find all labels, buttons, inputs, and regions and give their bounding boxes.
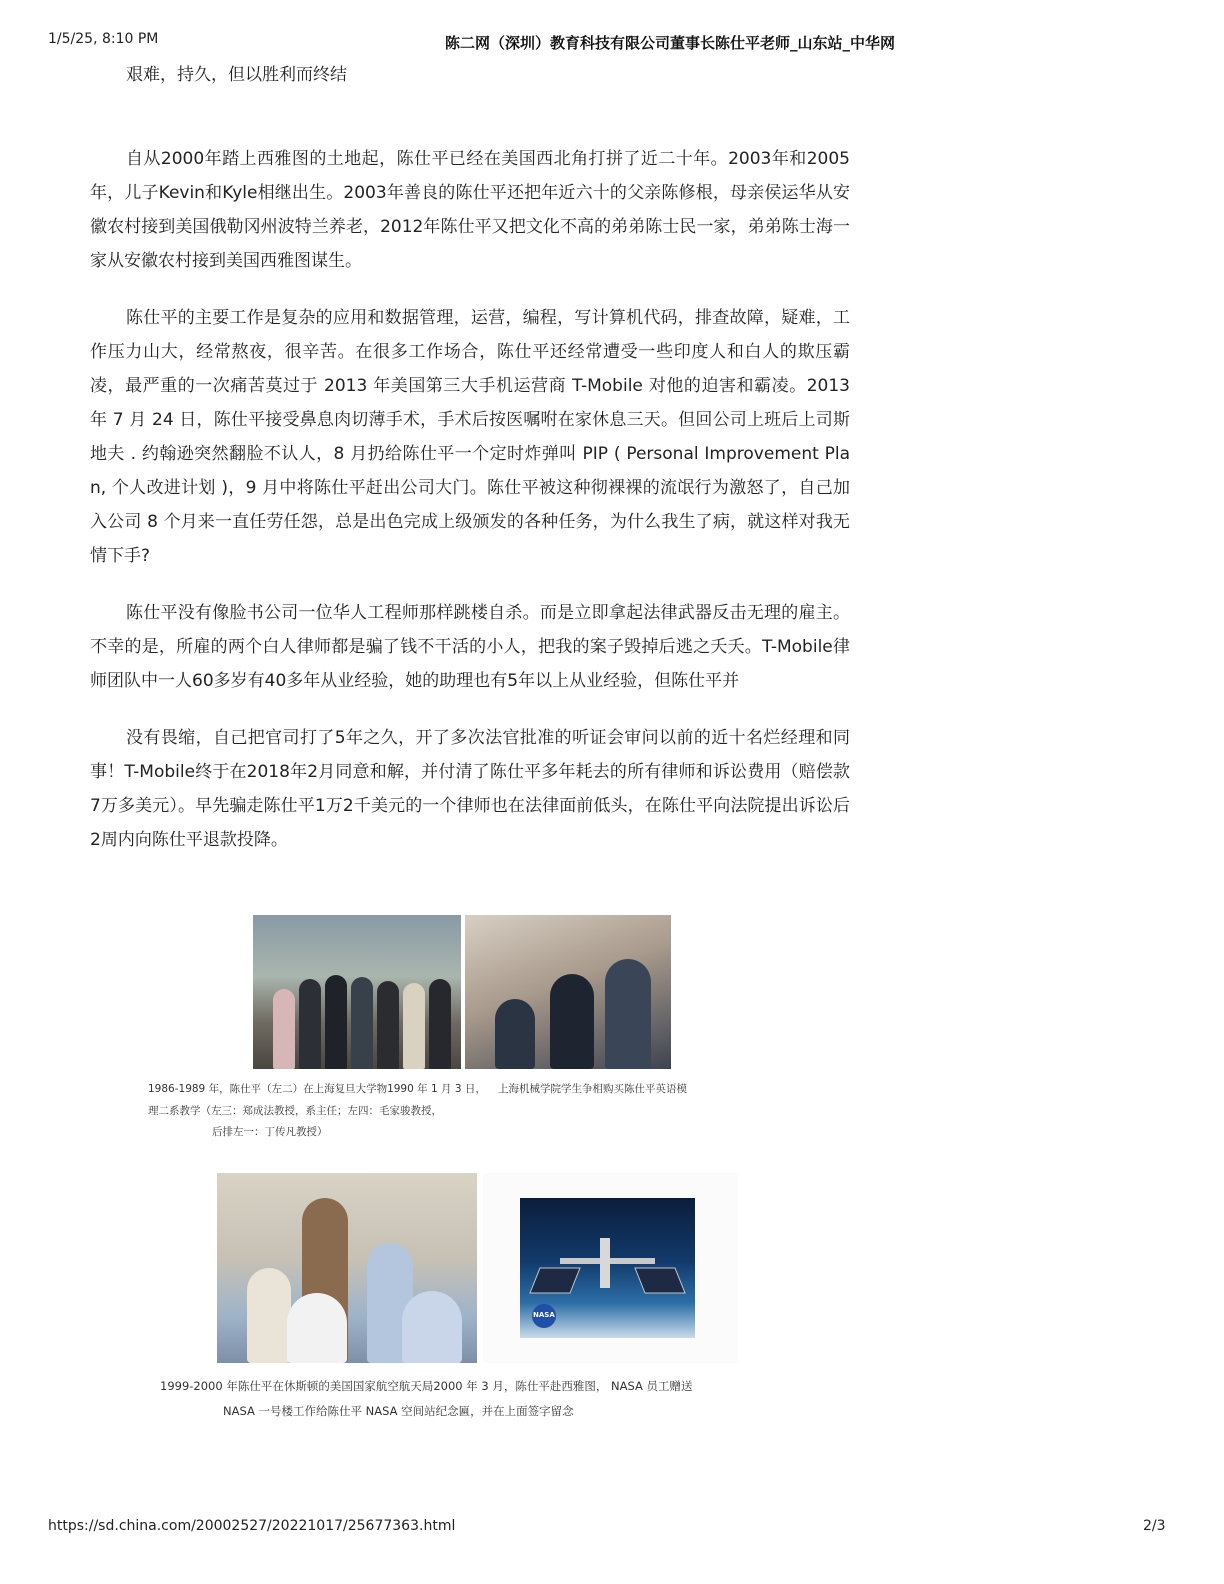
photo-caption: 后排左一：丁传凡教授） — [212, 1126, 328, 1138]
page-number: 2/3 — [1143, 1518, 1166, 1534]
paragraph: 自从2000年踏上西雅图的土地起，陈仕平已经在美国西北角打拼了近二十年。2003年和2005年，儿子Kevin和Kyle相继出生。2003年善良的陈仕平还把年近六十的父亲陈修根，母亲侯运华从安徽农村接到美国俄勒冈州波特兰养老，2012年陈仕平又把文化不高的弟弟陈士民一家，弟弟陈士海一家从安徽农村接到美国西雅图谋生。 — [90, 149, 850, 271]
paragraph: 陈仕平没有像脸书公司一位华人工程师那样跳楼自杀。而是立即拿起法律武器反击无理的雇主。不幸的是，所雇的两个白人律师都是骗了钱不干活的小人，把我的案子毁掉后逃之夭夭。T-Mobile律师团队中一人60多岁有40多年从业经验，她的助理也有5年以上从业经验，但陈仕平并 — [90, 603, 850, 691]
nasa-plaque-photo — [483, 1173, 738, 1363]
photo-caption: 上海机械学院学生争相购买陈仕平英语模 — [498, 1083, 687, 1095]
article-body — [90, 58, 850, 857]
photo-caption: 理二系教学（左三：郑成法教授，系主任；左四：毛家骏教授， — [148, 1105, 442, 1117]
space-station-image — [520, 1198, 695, 1338]
group-photo-fudan — [253, 915, 461, 1069]
students-photo — [465, 915, 671, 1069]
nasa-office-photo — [217, 1173, 477, 1363]
photo-caption: 1986-1989 年，陈仕平（左二）在上海复旦大学物1990 年 1 月 3 日， — [148, 1083, 486, 1095]
paragraph: 没有畏缩，自己把官司打了5年之久，开了多次法官批准的听证会审问以前的近十名烂经理和同事！T-Mobile终于在2018年2月同意和解，并付清了陈仕平多年耗去的所有律师和诉讼费用（赔偿款7万多美元）。早先骗走陈仕平1万2千美元的一个律师也在法律面前低头，在陈仕平向法院提出诉讼后2周内向陈仕平退款投降。 — [90, 728, 850, 850]
print-datetime: 1/5/25, 8:10 PM — [48, 31, 159, 47]
nasa-label: NASA — [533, 1311, 555, 1319]
photo-caption: NASA 一号楼工作给陈仕平 NASA 空间站纪念匾，并在上面签字留念 — [223, 1404, 574, 1418]
photo-caption: 1999-2000 年陈仕平在休斯顿的美国国家航空航天局2000 年 3 月，陈仕平赴西雅图， NASA 员工赠送 — [160, 1379, 693, 1393]
section-lead: 艰难，持久，但以胜利而终结 — [126, 65, 347, 85]
paragraph: 陈仕平的主要工作是复杂的应用和数据管理，运营，编程，写计算机代码，排查故障，疑难，工作压力山大，经常熬夜，很辛苦。在很多工作场合，陈仕平还经常遭受一些印度人和白人的欺压霸凌，最严重的一次痛苦莫过于 2013 年美国第三大手机运营商 T-Mobile 对他的迫害和霸凌。2013 年 7 月 24 日，陈仕平接受鼻息肉切薄手术，手术后按医嘱咐在家休息三天。但回公司上班后上司斯地夫 . 约翰逊突然翻脸不认人，8 月扔给陈仕平一个定时炸弹叫 PIP ( Personal Improvement Plan, 个人改进计划 )，9 月中将陈仕平赶出公司大门。陈仕平被这种彻裸裸的流氓行为激怒了，自己加入公司 8 个月来一直任劳任怨，总是出色完成上级颁发的各种任务，为什么我生了病，就这样对我无情下手? — [90, 308, 850, 566]
page-url: https://sd.china.com/20002527/20221017/25677363.html — [48, 1518, 456, 1534]
page-title: 陈二网（深圳）教育科技有限公司董事长陈仕平老师_山东站_中华网 — [445, 34, 896, 52]
